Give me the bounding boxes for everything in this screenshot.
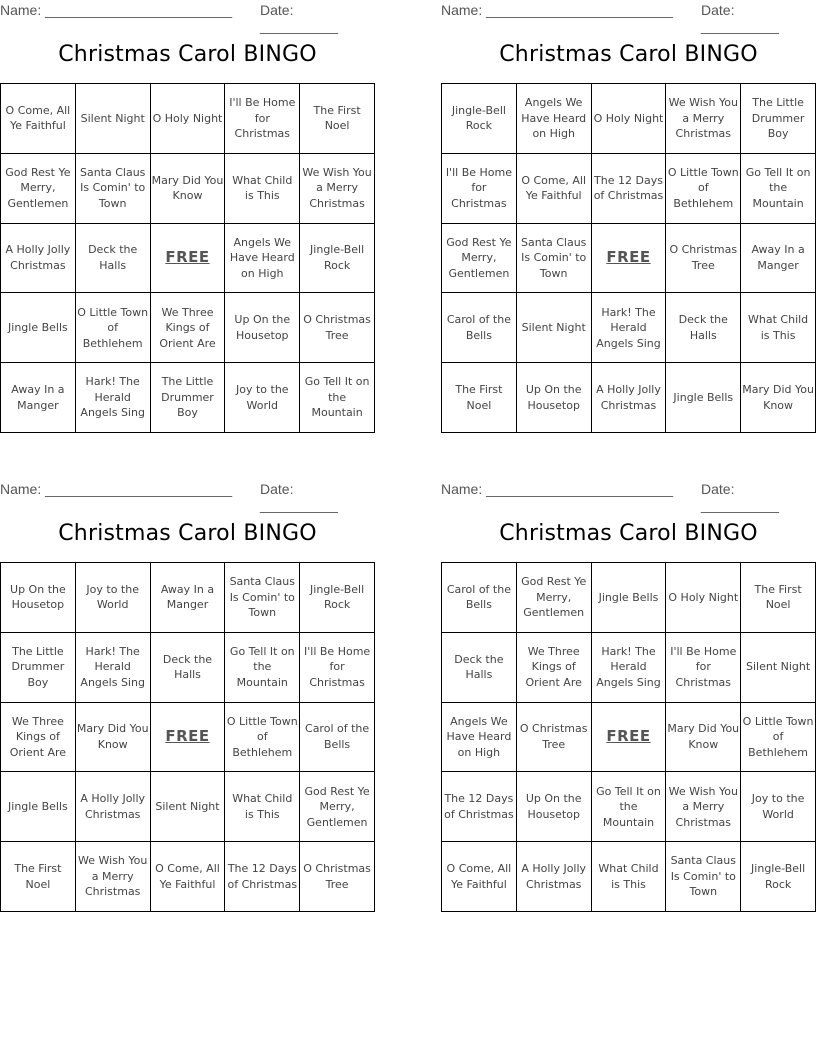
name-label: Name: ________________________ [441, 2, 673, 18]
bingo-cell: Angels We Have Heard on High [442, 703, 517, 773]
bingo-card [441, 479, 816, 913]
bingo-cell: Deck the Halls [666, 293, 741, 363]
name-date-row [441, 0, 816, 34]
bingo-cell: Carol of the Bells [300, 703, 375, 773]
bingo-cell: Go Tell It on the Mountain [741, 154, 816, 224]
bingo-card [441, 0, 816, 434]
bingo-cell: Jingle-Bell Rock [741, 842, 816, 912]
bingo-cell: The First Noel [741, 563, 816, 633]
bingo-cell: A Holly Jolly Christmas [76, 772, 151, 842]
bingo-cell: Joy to the World [225, 363, 300, 433]
free-space: FREE [592, 703, 667, 773]
bingo-cell: The First Noel [300, 84, 375, 154]
bingo-cell: Go Tell It on the Mountain [592, 772, 667, 842]
bingo-cell: God Rest Ye Merry, Gentlemen [300, 772, 375, 842]
bingo-cell: Deck the Halls [442, 633, 517, 703]
bingo-cell: The Little Drummer Boy [1, 633, 76, 703]
bingo-cell: Santa Claus Is Comin' to Town [76, 154, 151, 224]
bingo-cell: O Holy Night [592, 84, 667, 154]
bingo-cell: A Holly Jolly Christmas [517, 842, 592, 912]
bingo-cell: Carol of the Bells [442, 293, 517, 363]
bingo-cell: God Rest Ye Merry, Gentlemen [1, 154, 76, 224]
bingo-cell: O Little Town of Bethlehem [76, 293, 151, 363]
bingo-cell: Away In a Manger [741, 224, 816, 294]
bingo-cell: Up On the Housetop [517, 363, 592, 433]
free-space: FREE [592, 224, 667, 294]
name-date-row [0, 479, 375, 513]
free-space: FREE [151, 703, 226, 773]
card-title: Christmas Carol BINGO [58, 42, 317, 67]
bingo-cell: I'll Be Home for Christmas [225, 84, 300, 154]
bingo-cell: We Three Kings of Orient Are [151, 293, 226, 363]
bingo-grid [0, 83, 375, 433]
bingo-cell: A Holly Jolly Christmas [1, 224, 76, 294]
bingo-cell: Santa Claus Is Comin' to Town [225, 563, 300, 633]
bingo-cell: Jingle Bells [666, 363, 741, 433]
bingo-card [0, 479, 375, 913]
name-label: Name: ________________________ [441, 481, 673, 497]
bingo-cell: Mary Did You Know [666, 703, 741, 773]
bingo-cell: Go Tell It on the Mountain [300, 363, 375, 433]
bingo-cell: Silent Night [741, 633, 816, 703]
bingo-cell: Hark! The Herald Angels Sing [592, 293, 667, 363]
bingo-cell: What Child is This [592, 842, 667, 912]
bingo-cell: O Little Town of Bethlehem [225, 703, 300, 773]
bingo-cell: We Wish You a Merry Christmas [666, 772, 741, 842]
bingo-cell: Jingle-Bell Rock [300, 563, 375, 633]
bingo-cell: O Christmas Tree [666, 224, 741, 294]
bingo-cell: O Holy Night [666, 563, 741, 633]
bingo-cell: Silent Night [151, 772, 226, 842]
date-label: Date: __________ [701, 481, 779, 513]
bingo-cell: Up On the Housetop [517, 772, 592, 842]
bingo-cell: Away In a Manger [151, 563, 226, 633]
bingo-cell: Hark! The Herald Angels Sing [592, 633, 667, 703]
bingo-cell: The Little Drummer Boy [741, 84, 816, 154]
bingo-card [0, 0, 375, 434]
free-space: FREE [151, 224, 226, 294]
bingo-cell: God Rest Ye Merry, Gentlemen [517, 563, 592, 633]
bingo-cell: Joy to the World [76, 563, 151, 633]
bingo-cell: Silent Night [517, 293, 592, 363]
bingo-cell: God Rest Ye Merry, Gentlemen [442, 224, 517, 294]
bingo-cell: Mary Did You Know [741, 363, 816, 433]
bingo-cell: Santa Claus Is Comin' to Town [666, 842, 741, 912]
name-date-row [0, 0, 375, 34]
bingo-cell: The 12 Days of Christmas [592, 154, 667, 224]
bingo-cell: Jingle-Bell Rock [300, 224, 375, 294]
bingo-cell: The 12 Days of Christmas [225, 842, 300, 912]
bingo-cell: Deck the Halls [151, 633, 226, 703]
bingo-cell: We Wish You a Merry Christmas [300, 154, 375, 224]
card-title: Christmas Carol BINGO [58, 521, 317, 546]
bingo-cell: O Little Town of Bethlehem [741, 703, 816, 773]
date-label: Date: __________ [260, 481, 338, 513]
bingo-cell: O Come, All Ye Faithful [151, 842, 226, 912]
bingo-grid [441, 83, 816, 433]
bingo-grid [0, 562, 375, 912]
bingo-cell: O Come, All Ye Faithful [517, 154, 592, 224]
bingo-cell: Jingle Bells [1, 772, 76, 842]
bingo-cell: O Little Town of Bethlehem [666, 154, 741, 224]
card-title: Christmas Carol BINGO [499, 521, 758, 546]
bingo-cell: Jingle Bells [592, 563, 667, 633]
bingo-cell: A Holly Jolly Christmas [592, 363, 667, 433]
bingo-cell: We Wish You a Merry Christmas [666, 84, 741, 154]
date-label: Date: __________ [260, 2, 338, 34]
bingo-grid [441, 562, 816, 912]
bingo-cell: What Child is This [741, 293, 816, 363]
bingo-cell: Mary Did You Know [151, 154, 226, 224]
date-label: Date: __________ [701, 2, 779, 34]
bingo-cell: Hark! The Herald Angels Sing [76, 633, 151, 703]
bingo-cell: I'll Be Home for Christmas [666, 633, 741, 703]
bingo-cell: Deck the Halls [76, 224, 151, 294]
bingo-cell: O Come, All Ye Faithful [442, 842, 517, 912]
name-date-row [441, 479, 816, 513]
bingo-cell: I'll Be Home for Christmas [300, 633, 375, 703]
bingo-cell: Carol of the Bells [442, 563, 517, 633]
bingo-cell: We Three Kings of Orient Are [517, 633, 592, 703]
bingo-cell: O Come, All Ye Faithful [1, 84, 76, 154]
bingo-cell: O Holy Night [151, 84, 226, 154]
bingo-cell: Up On the Housetop [1, 563, 76, 633]
bingo-cell: What Child is This [225, 154, 300, 224]
card-title: Christmas Carol BINGO [499, 42, 758, 67]
bingo-cell: The 12 Days of Christmas [442, 772, 517, 842]
bingo-cell: Hark! The Herald Angels Sing [76, 363, 151, 433]
bingo-cell: We Wish You a Merry Christmas [76, 842, 151, 912]
bingo-cell: What Child is This [225, 772, 300, 842]
bingo-cell: Up On the Housetop [225, 293, 300, 363]
bingo-cell: Mary Did You Know [76, 703, 151, 773]
bingo-cell: Jingle Bells [1, 293, 76, 363]
bingo-cell: Away In a Manger [1, 363, 76, 433]
bingo-cell: Joy to the World [741, 772, 816, 842]
bingo-cell: Go Tell It on the Mountain [225, 633, 300, 703]
bingo-cell: O Christmas Tree [300, 293, 375, 363]
bingo-cell: Silent Night [76, 84, 151, 154]
bingo-cell: Angels We Have Heard on High [517, 84, 592, 154]
bingo-cell: The First Noel [442, 363, 517, 433]
bingo-cell: Santa Claus Is Comin' to Town [517, 224, 592, 294]
name-label: Name: ________________________ [0, 2, 232, 18]
bingo-cell: We Three Kings of Orient Are [1, 703, 76, 773]
name-label: Name: ________________________ [0, 481, 232, 497]
bingo-cell: The First Noel [1, 842, 76, 912]
bingo-cell: O Christmas Tree [517, 703, 592, 773]
bingo-cell: O Christmas Tree [300, 842, 375, 912]
bingo-cell: Angels We Have Heard on High [225, 224, 300, 294]
bingo-cell: I'll Be Home for Christmas [442, 154, 517, 224]
bingo-cell: Jingle-Bell Rock [442, 84, 517, 154]
bingo-cell: The Little Drummer Boy [151, 363, 226, 433]
